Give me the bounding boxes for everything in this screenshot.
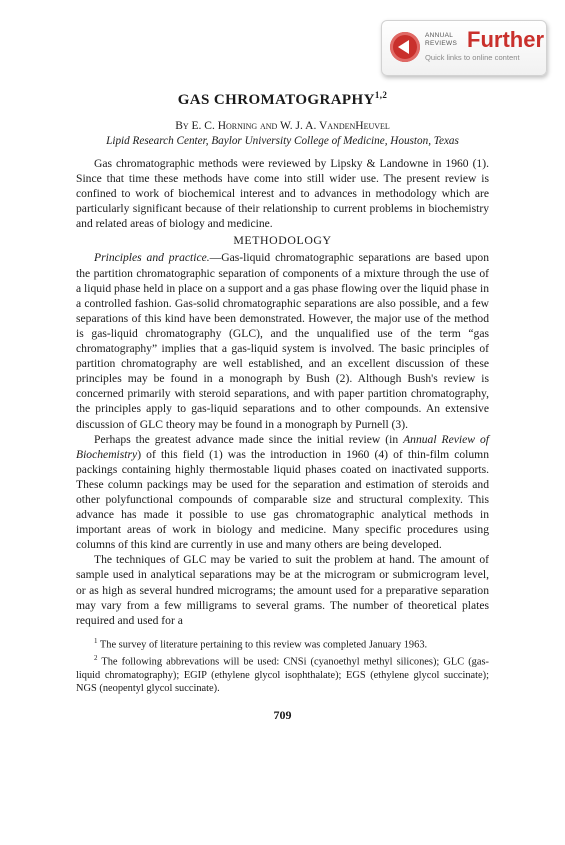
title-footnote-marks: 1,2	[374, 90, 388, 100]
badge-title: Further	[467, 27, 544, 52]
intro-paragraph: Gas chromatographic methods were reviewed by Lipsky & Landowne in 1960 (1). Since that time these methods have come into still wider use. The present review is confined to work of biochemical interest and to advances in methodology which are particularly significant because of their relationship to current problems in biochemistry and related areas of biology and medicine.	[76, 157, 489, 231]
paragraph-heading: Principles and practice.	[94, 251, 210, 265]
section-heading: METHODOLOGY	[233, 233, 332, 248]
affiliation: Lipid Research Center, Baylor University College of Medicine, Houston, Texas	[106, 135, 459, 147]
footnote-2	[76, 652, 489, 696]
article-title	[76, 86, 489, 109]
paragraph-advance-text-a: Perhaps the greatest advance made since the initial review (in	[94, 432, 404, 446]
paragraph-techniques: The techniques of GLC may be varied to suit the problem at hand. The amount of sample used in analytical separations may be at the microgram or submicrogram level, or as high as several hundred micrograms; the amount used for a preparative separation may vary from a few milligrams to several grams. The number of theoretical plates required and used for a	[76, 553, 489, 627]
paragraph-principles-text: —Gas-liquid chromatographic separations are based upon the partition chromatographic separation of components of a mixture through the use of a liquid phase held in place on a support and a gas phase flowing over the liquid phase in a controlled fashion. Gas-solid chromatographic separations are also possible, and a few separations of this kind have been demonstrated. However, the major use of the method is gas-liquid chromatography (GLC), and the unqualified use of the term “gas chromatography” implies that a gas-liquid system is involved. The basic principles of partition chromatography are well established, and an excellent discussion of these principles may be found in a monograph by Bush (2). Although Bush's review is concerned primarily with steroid separations, and with paper partition chromatography, the principles apply to gas-liquid separations and to other compounds. An extensive discussion of GLC theory may be found in a monograph by Purnell (3).	[76, 251, 489, 431]
badge-tagline: Quick links to online content	[425, 53, 520, 62]
paragraph-advance	[76, 432, 489, 553]
journal-name: Annual Review of Biochemistry	[76, 432, 489, 461]
footnote-2-text: The following abbrevations will be used: CNSi (cyanoethyl methyl silicones); GLC (gas-liquid chromatography); EGIP (ethylene glycol isophthalate); EGS (ethylene glycol succinate); NGS (neopentyl glycol succinate).	[76, 656, 489, 694]
paragraph-principles	[76, 250, 489, 431]
page-number: 709	[273, 708, 292, 723]
further-badge[interactable]	[381, 20, 547, 76]
badge-reviews-text: REVIEWS	[425, 39, 458, 47]
footnote-1	[76, 635, 489, 652]
title-text: GAS CHROMATOGRAPHY	[177, 92, 375, 108]
footnotes	[76, 635, 489, 696]
footnote-1-text: The survey of literature pertaining to this review was completed January 1963.	[97, 639, 428, 651]
footnote-2-mark: 2	[94, 653, 98, 662]
paragraph-advance-text-b: ) of this field (1) was the introduction in 1960 (4) of thin-film column packings containing highly thermostable liquid phases coated on inactivated supports. These column packings may be used for the separation and estimation of steroids and other polyfunctional compounds of comparable size and structural complexity. This advance has made it possible to use gas chromatographic analytical methods in important areas of work in biology and medicine. Many specific procedures using columns of this kind are currently in use and many others are being developed.	[76, 447, 489, 552]
badge-publisher	[425, 32, 465, 47]
badge-annual-text: ANNUAL	[425, 32, 454, 39]
play-arrow-icon	[390, 32, 420, 62]
footnote-1-mark: 1	[94, 636, 98, 645]
authors: By E. C. Horning and W. J. A. VandenHeuvel	[175, 120, 390, 132]
article-page	[76, 86, 489, 723]
